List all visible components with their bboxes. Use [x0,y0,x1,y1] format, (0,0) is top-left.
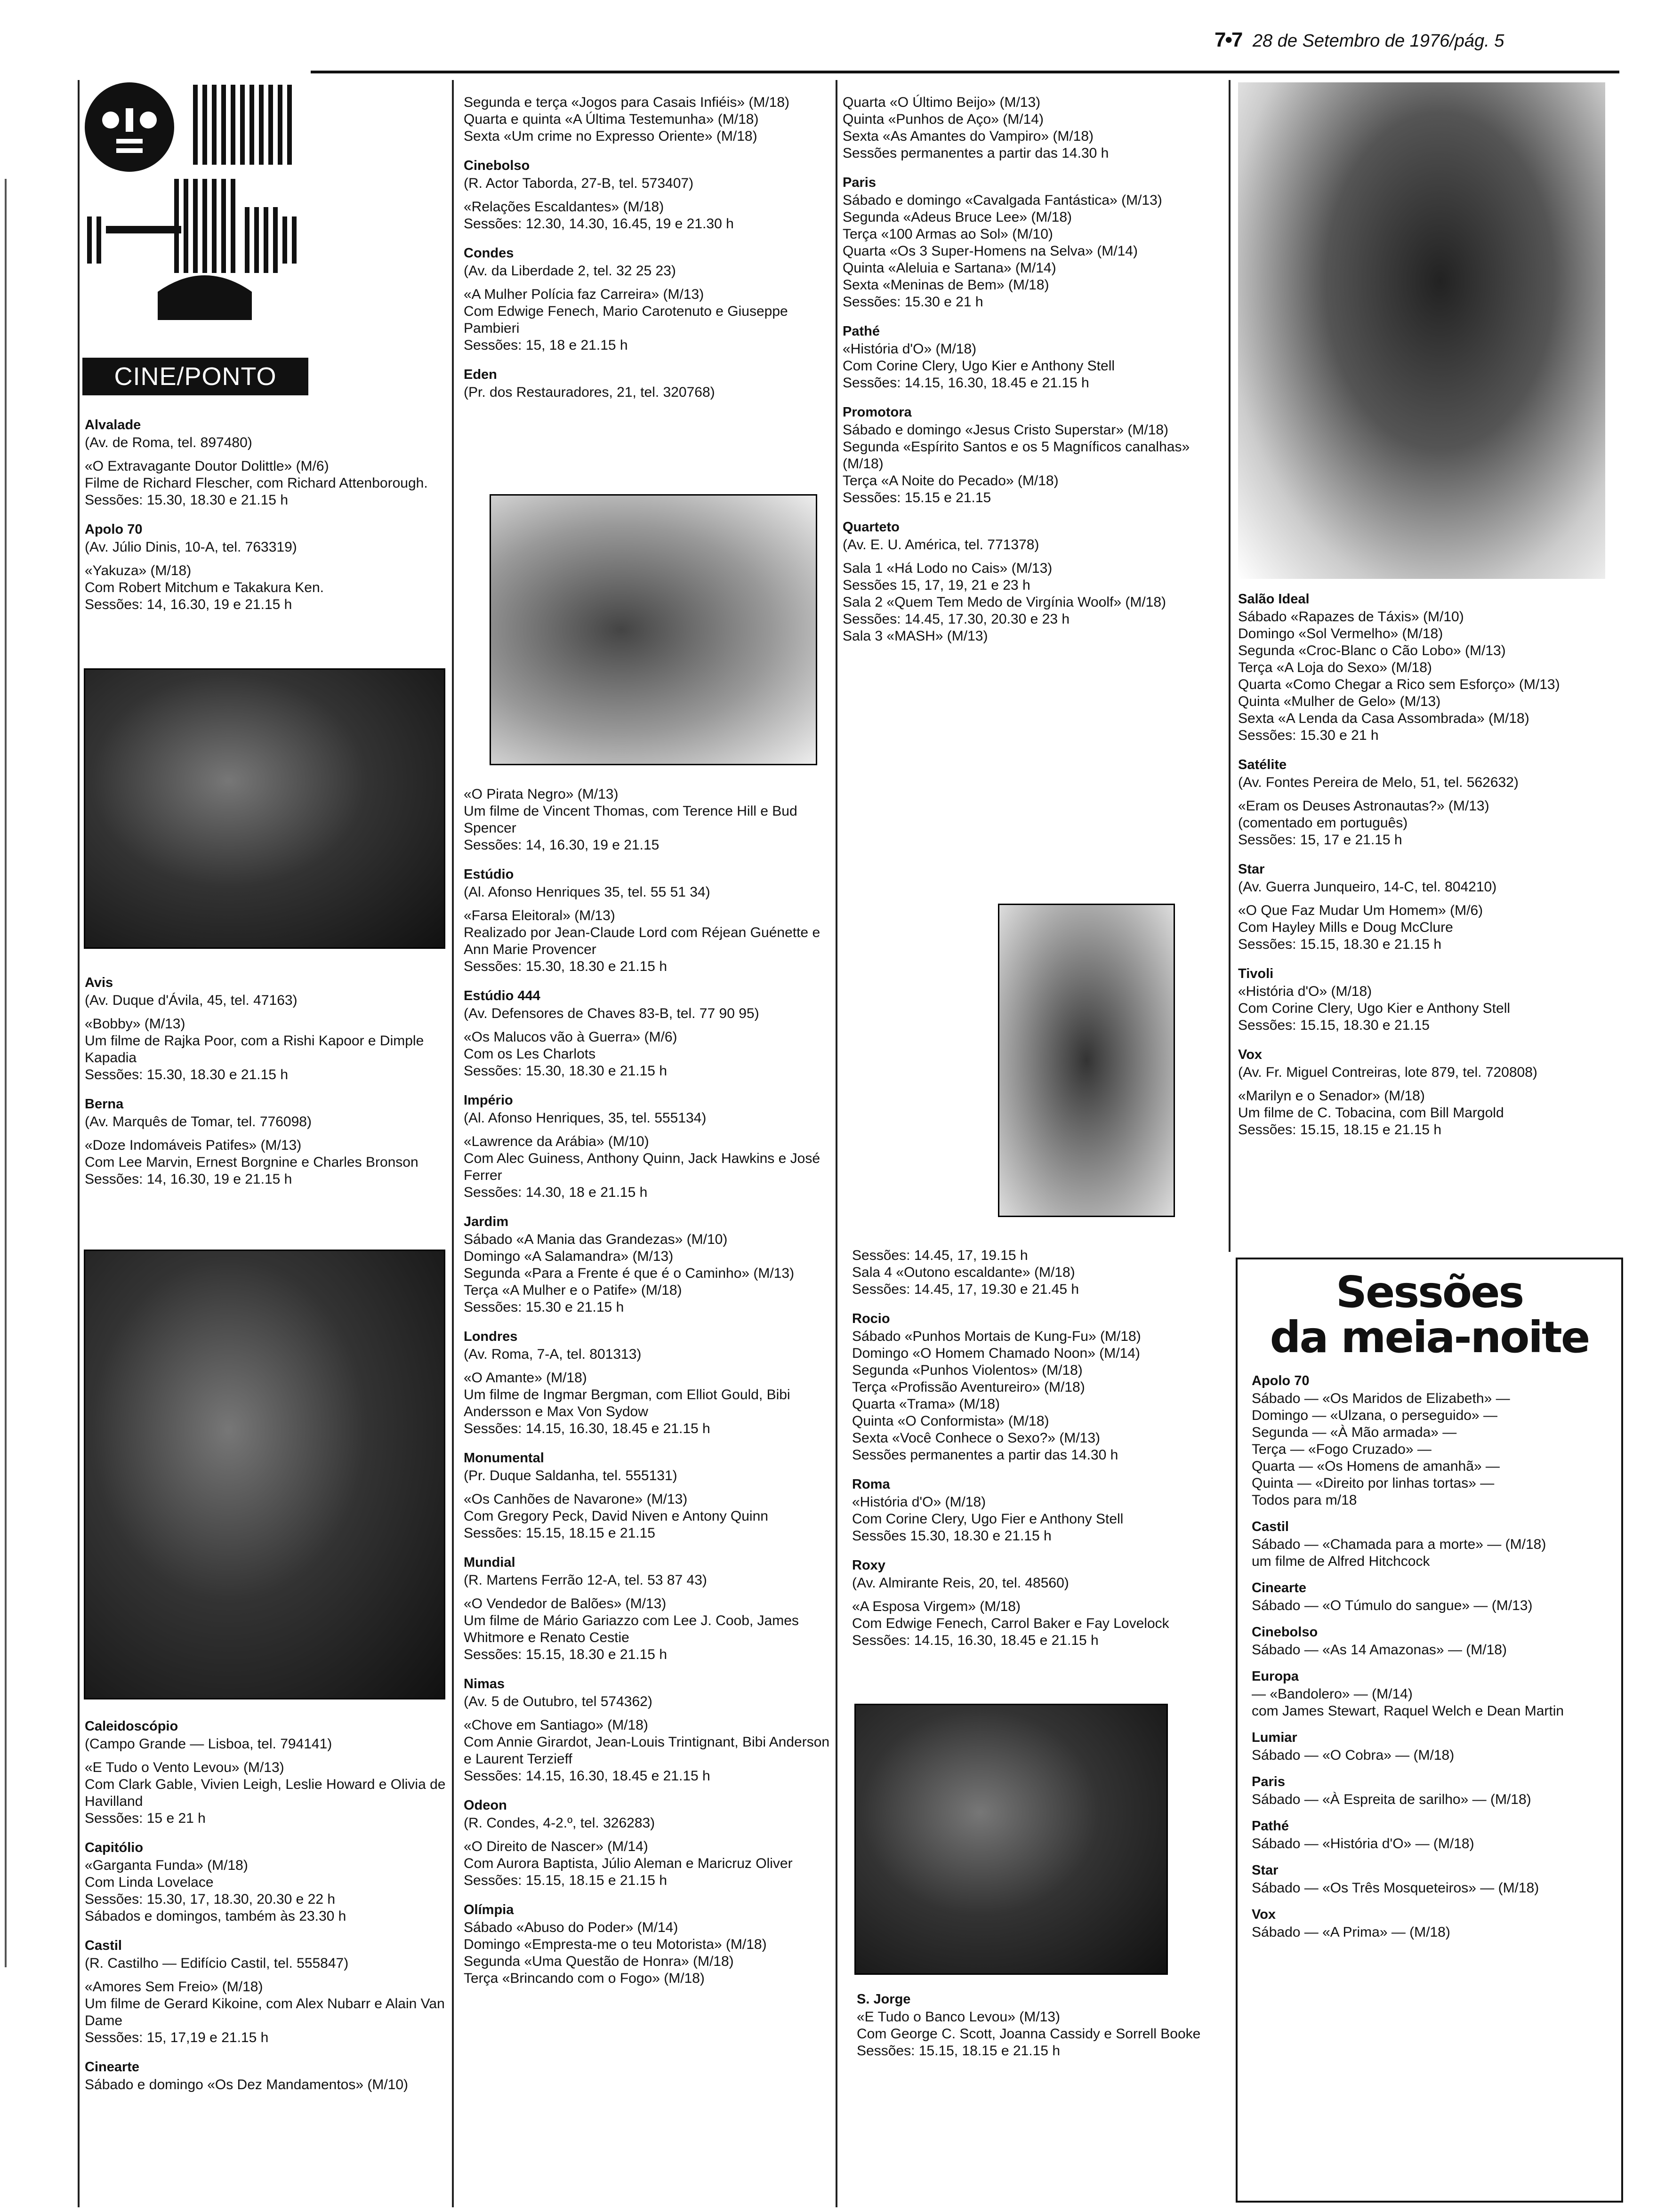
listing-line: Sessões: 14.15, 16.30, 18.45 e 21.15 h [464,1421,710,1436]
listing-line: Com Alec Guiness, Anthony Quinn, Jack Hawkins e José Ferrer [464,1151,820,1183]
cinema-listing [85,521,447,613]
listing-line: Sessões permanentes a partir das 14.30 h [843,145,1109,161]
listing-line: Sessões: 15.30 e 21 h [843,294,983,310]
listing-line: Domingo «Sol Vermelho» (M/18) [1238,626,1443,641]
cinema-address: (Av. da Liberdade 2, tel. 32 25 23) [464,263,676,279]
listing-line: Sábado «Punhos Mortais de Kung-Fu» (M/18) [852,1329,1141,1344]
listing-line: Terça «Brincando com o Fogo» (M/18) [464,1971,705,1986]
column-1-middle [85,974,447,1200]
listing-line: Sala 3 «MASH» (M/13) [843,628,988,644]
listing-line: Sessões 15, 17, 19, 21 e 23 h [843,577,1030,593]
cinema-name: Estúdio [464,867,514,882]
cinema-name: Pathé [1252,1819,1289,1834]
cinema-listing [464,1554,831,1663]
listing-line: Terça «100 Armas ao Sol» (M/10) [843,226,1053,242]
top-rule [311,71,1619,73]
man-with-stick-photo [1238,82,1605,579]
cinema-name: Star [1238,862,1265,877]
listing-line: Sessões 15.30, 18.30 e 21.15 h [852,1528,1052,1544]
listing-line: Sessões: 14.45, 17, 19.30 e 21.45 h [852,1282,1079,1297]
listing-line: Sexta «Um crime no Expresso Oriente» (M/18) [464,128,757,144]
cinema-address: (Av. Fontes Pereira de Melo, 51, tel. 562632) [1238,775,1519,790]
cinema-listing [85,1937,447,2046]
midnight-listing-item [1252,1518,1609,1570]
cinema-listing [85,1839,447,1925]
listing-line: Sessões: 14, 16.30, 19 e 21.15 h [85,1171,292,1187]
listing-line: Sábado e domingo «Cavalgada Fantástica» (M/13) [843,192,1162,208]
listing-line: «Amores Sem Freio» (M/18) [85,1979,263,1995]
listing-line: (comentado em português) [1238,815,1408,831]
listing-line: Quinta «Mulher de Gelo» (M/13) [1238,694,1441,709]
listing-line: Com Gregory Peck, David Niven e Antony Quinn [464,1508,768,1524]
column-3-top [843,94,1224,657]
listing-line: Segunda «Espírito Santos e os 5 Magníficos canalhas» (M/18) [843,439,1190,472]
cinema-listing [464,1797,831,1889]
column-rule [1229,80,1231,1252]
listing-line: Um filme de C. Tobacina, com Bill Margold [1238,1105,1504,1121]
listing-line: Quarta «Como Chegar a Rico sem Esforço» (M/13) [1238,677,1560,692]
cinema-address: (Al. Afonso Henriques, 35, tel. 555134) [464,1110,707,1126]
listing-line: Com Aurora Baptista, Júlio Aleman e Maricruz Oliver [464,1856,793,1871]
listing-line: Sessões: 15.30 e 21 h [1238,728,1379,743]
cinema-address: (R. Martens Ferrão 12-A, tel. 53 87 43) [464,1572,707,1588]
film-still-photo [84,668,445,949]
cinema-listing [843,94,1224,162]
cinema-name: Capitólio [85,1840,144,1855]
listing-line: Sexta «Meninas de Bem» (M/18) [843,277,1049,293]
listing-line: «O Direito de Nascer» (M/14) [464,1839,648,1854]
cinema-name: Star [1252,1863,1279,1878]
cinema-listing [85,417,447,509]
listing-line: «Lawrence da Arábia» (M/10) [464,1134,649,1149]
cinema-listing [464,786,831,854]
listing-line: «História d'O» (M/18) [843,341,977,357]
listing-line: Sábados e domingos, também às 23.30 h [85,1908,346,1924]
midnight-listing-item [1252,1818,1609,1852]
section-label: CINE/PONTO [82,358,308,395]
cinema-name: Olímpia [464,1902,514,1917]
cinema-name: Vox [1252,1907,1276,1922]
listing-line: Sessões: 15.30, 18.30 e 21.15 h [464,959,667,974]
listing-line: Sábado — «Os Três Mosqueteiros» — (M/18) [1252,1880,1539,1896]
listing-line: Sábado e domingo «Jesus Cristo Superstar» (M/18) [843,422,1169,438]
cinema-listing [85,1718,447,1827]
listing-line: «Relações Escaldantes» (M/18) [464,199,664,215]
cinema-address: (Av. Roma, 7-A, tel. 801313) [464,1346,642,1362]
listing-line: Sexta «A Lenda da Casa Assombrada» (M/18) [1238,711,1529,726]
cinema-address: (Pr. Duque Saldanha, tel. 555131) [464,1468,677,1483]
issue-date: 28 de Setembro de 1976/pág. 5 [1252,31,1504,51]
listing-line: Quarta «Os 3 Super-Homens na Selva» (M/14) [843,243,1138,259]
listing-line: Terça — «Fogo Cruzado» — [1252,1442,1432,1457]
listing-line: Sessões: 15.30, 18.30 e 21.15 h [85,1067,288,1082]
column-rule [452,80,454,2207]
column-3-bottom [857,1991,1229,2072]
listing-line: Domingo — «Ulzana, o perseguido» — [1252,1408,1497,1423]
listing-line: «A Mulher Polícia faz Carreira» (M/13) [464,287,704,302]
midnight-title-line-1: Sessões [1335,1267,1523,1317]
cinema-listing [464,1092,831,1201]
column-4 [1238,591,1615,1151]
listing-line: Realizado por Jean-Claude Lord com Réjean Guénette e Ann Marie Provencer [464,925,820,957]
cinema-address: (Av. Fr. Miguel Contreiras, lote 879, tel. 720808) [1238,1065,1537,1080]
listing-line: Um filme de Mário Gariazzo com Lee J. Coob, James Whitmore e Renato Cestie [464,1613,799,1645]
film-camera-face-icon [82,75,318,358]
midnight-listing-item [1252,1668,1609,1720]
listing-line: Sessões: 14, 16.30, 19 e 21.15 h [85,597,292,612]
listing-line: «E Tudo o Vento Levou» (M/13) [85,1760,284,1775]
listing-line: — «Bandolero» — (M/14) [1252,1686,1413,1702]
cinema-listing [1238,1046,1615,1138]
column-2-top [464,94,831,413]
listing-line: Com Robert Mitchum e Takakura Ken. [85,580,324,595]
cinema-name: Cinearte [85,2060,140,2075]
listing-line: «A Esposa Virgem» (M/18) [852,1599,1021,1614]
listing-line: Com Corine Clery, Ugo Kier e Anthony Stell [843,358,1115,374]
listing-line: Sábado — «História d'O» — (M/18) [1252,1836,1474,1851]
listing-line: Sessões: 14.15, 16.30, 18.45 e 21.15 h [852,1633,1099,1648]
listing-line: Segunda — «À Mão armada» — [1252,1425,1457,1440]
cinema-address: (Av. Duque d'Ávila, 45, tel. 47163) [85,993,298,1008]
cinema-name: S. Jorge [857,1992,911,2007]
cinema-name: Avis [85,975,113,990]
midnight-listing-item [1252,1624,1609,1659]
listing-line: «Yakuza» (M/18) [85,563,192,578]
cinema-name: Salão Ideal [1238,592,1310,607]
listing-line: «Doze Indomáveis Patifes» (M/13) [85,1138,302,1153]
cinema-listing [464,245,831,354]
cinema-name: Estúdio 444 [464,988,540,1003]
cinema-name: Cinearte [1252,1580,1307,1595]
cinema-name: Pathé [843,324,880,339]
listing-line: Com Annie Girardot, Jean-Louis Trintignant, Bibi Anderson e Laurent Terzieff [464,1734,830,1767]
midnight-listing-item [1252,1862,1609,1897]
listing-line: Com Hayley Mills e Doug McClure [1238,920,1453,935]
cinema-listing [852,1557,1224,1649]
cinema-name: Tivoli [1238,966,1274,981]
cinema-name: Mundial [464,1555,515,1570]
listing-line: «O Extravagante Doutor Dolittle» (M/6) [85,458,329,474]
midnight-listing [1252,1372,1609,1950]
running-man-photo [998,904,1175,1217]
cinema-name: Roma [852,1477,890,1492]
listing-line: Sábado «A Mania das Grandezas» (M/10) [464,1232,728,1247]
cinema-listing [464,987,831,1080]
cinema-listing [464,1213,831,1316]
cinema-name: Império [464,1093,513,1108]
listing-line: Sessões: 15.15 e 21.15 [843,490,991,505]
listing-line: Terça «A Loja do Sexo» (M/18) [1238,660,1432,675]
listing-line: Sessões permanentes a partir das 14.30 h [852,1447,1118,1463]
cinema-name: Cinebolso [464,158,530,173]
cinema-name: Cinebolso [1252,1625,1318,1640]
listing-line: Terça «Profissão Aventureiro» (M/18) [852,1379,1085,1395]
cinema-address: (R. Condes, 4-2.º, tel. 326283) [464,1815,655,1831]
listing-line: Segunda «Uma Questão de Honra» (M/18) [464,1954,734,1969]
listing-line: Quinta «Punhos de Aço» (M/14) [843,112,1044,127]
cinema-name: Apolo 70 [85,522,143,537]
listing-line: Sessões: 15.15, 18.15 e 21.15 [464,1525,655,1541]
publication-logo: 7•7 [1215,28,1242,51]
listing-line: Um filme de Rajka Poor, com a Rishi Kapoor e Dimple Kapadia [85,1033,424,1066]
listing-line: Quarta «O Último Beijo» (M/13) [843,95,1041,110]
listing-line: Com Edwige Fenech, Mario Carotenuto e Giuseppe Pambieri [464,304,788,336]
cinema-listing [464,94,831,145]
listing-line: Com Lee Marvin, Ernest Borgnine e Charles Bronson [85,1154,418,1170]
cinema-name: Apolo 70 [1252,1373,1310,1388]
midnight-listing-item [1252,1372,1609,1509]
listing-line: Segunda «Punhos Violentos» (M/18) [852,1362,1083,1378]
listing-line: Quinta «O Conformista» (M/18) [852,1413,1049,1429]
listing-line: Com Clark Gable, Vivien Leigh, Leslie Howard e Olivia de Havilland [85,1777,446,1809]
cinema-name: Alvalade [85,417,141,433]
listing-line: Todos para m/18 [1252,1492,1357,1508]
listing-line: Domingo «O Homem Chamado Noon» (M/14) [852,1346,1140,1361]
cinema-listing [1238,861,1615,953]
listing-line: Sessões: 15, 18 e 21.15 h [464,337,628,353]
listing-line: «Farsa Eleitoral» (M/13) [464,908,615,923]
column-1-top [85,417,447,625]
listing-line: Sessões: 15.15, 18.15 e 21.15 h [1238,1122,1441,1138]
listing-line: Sala 1 «Há Lodo no Cais» (M/13) [843,561,1053,576]
listing-line: Segunda e terça «Jogos para Casais Infiéis» (M/18) [464,95,790,110]
cinema-name: Paris [1252,1774,1285,1789]
cinema-address: (Pr. dos Restauradores, 21, tel. 320768) [464,385,715,400]
listing-line: Sessões: 15.30, 17, 18.30, 20.30 e 22 h [85,1891,336,1907]
cinema-listing [1238,965,1615,1034]
cinema-name: Paris [843,175,876,190]
cinema-name: Vox [1238,1047,1263,1062]
cinema-name: Caleidoscópio [85,1719,178,1734]
listing-line: «Bobby» (M/13) [85,1016,185,1032]
listing-line: Com Corine Clery, Ugo Kier e Anthony Stell [1238,1001,1511,1016]
listing-line: Sessões: 14.45, 17.30, 20.30 e 23 h [843,611,1070,627]
cinema-listing [464,1675,831,1785]
listing-line: Sessões: 15.30, 18.30 e 21.15 h [85,492,288,508]
listing-line: «E Tudo o Banco Levou» (M/13) [857,2009,1060,2025]
film-still-photo [854,1704,1168,1975]
cinema-name: Satélite [1238,757,1287,772]
listing-line: Terça «A Mulher e o Patife» (M/18) [464,1282,682,1298]
cinema-listing [464,1450,831,1542]
cinema-listing [843,174,1224,311]
cinema-name: Europa [1252,1669,1299,1684]
listing-line: Terça «A Noite do Pecado» (M/18) [843,473,1059,489]
cinema-listing [464,366,831,401]
listing-line: Sábado — «À Espreita de sarilho» — (M/18) [1252,1792,1531,1807]
listing-line: Domingo «Empresta-me o teu Motorista» (M/18) [464,1937,767,1952]
listing-line: Quarta «Trama» (M/18) [852,1396,1000,1412]
cinema-address: (Av. E. U. América, tel. 771378) [843,537,1039,553]
film-still-photo [84,1250,445,1699]
pirate-ship-photo [490,494,817,765]
listing-line: Um filme de Gerard Kikoine, com Alex Nubarr e Alain Van Dame [85,1996,445,2028]
listing-line: «Marilyn e o Senador» (M/18) [1238,1088,1425,1104]
listing-line: Sessões: 15 e 21 h [85,1811,206,1826]
listing-line: «Garganta Funda» (M/18) [85,1858,248,1873]
cinema-listing [852,1310,1224,1464]
cinema-name: Londres [464,1329,518,1344]
cinema-address: (Av. Guerra Junqueiro, 14-C, tel. 804210) [1238,879,1497,895]
listing-line: Sessões: 14.45, 17, 19.15 h [852,1248,1028,1263]
cinema-name: Lumiar [1252,1730,1297,1745]
listing-line: Segunda «Para a Frente é que é o Caminho» (M/13) [464,1266,795,1281]
column-1-bottom [85,1718,447,2106]
cinema-listing [1238,591,1615,744]
listing-line: Sábado — «Os Maridos de Elizabeth» — [1252,1391,1510,1406]
cinema-address: (Av. 5 de Outubro, tel 574362) [464,1694,652,1709]
listing-line: Sessões: 15.30, 18.30 e 21.15 h [464,1063,667,1079]
listing-line: Sessões: 15, 17,19 e 21.15 h [85,2030,269,2045]
cinema-listing [852,1247,1224,1298]
listing-line: Sábado «Abuso do Poder» (M/14) [464,1920,678,1935]
cinema-name: Quarteto [843,520,900,535]
listing-line: «O Pirata Negro» (M/13) [464,786,619,802]
cinema-listing [85,974,447,1083]
cinema-name: Odeon [464,1798,507,1813]
column-3-middle [852,1247,1224,1661]
cinema-name: Nimas [464,1676,505,1691]
cinema-address: (Av. de Roma, tel. 897480) [85,435,252,450]
page-edge [5,179,7,1967]
column-rule [836,80,837,2207]
listing-line: Segunda «Croc-Blanc o Cão Lobo» (M/13) [1238,643,1506,658]
cinema-listing [843,519,1224,645]
cinema-name: Castil [85,1938,122,1953]
listing-line: Quinta «Aleluia e Sartana» (M/14) [843,260,1056,276]
listing-line: Sexta «Você Conhece o Sexo?» (M/13) [852,1430,1100,1446]
listing-line: Com Corine Clery, Ugo Fier e Anthony Stell [852,1511,1124,1527]
cinema-name: Promotora [843,405,912,420]
column-rule [78,80,80,2207]
listing-line: «Os Malucos vão à Guerra» (M/6) [464,1029,677,1045]
cinema-listing [464,1901,831,1987]
listing-line: Com os Les Charlots [464,1046,596,1062]
listing-line: Um filme de Ingmar Bergman, com Elliot Gould, Bibi Andersson e Max Von Sydow [464,1387,790,1419]
cinema-address: (R. Castilho — Edifício Castil, tel. 555847) [85,1956,349,1971]
listing-line: Sábado — «O Túmulo do sangue» — (M/13) [1252,1598,1533,1613]
listing-line: Com George C. Scott, Joanna Cassidy e Sorrell Booke [857,2026,1201,2042]
listing-line: «Eram os Deuses Astronautas?» (M/13) [1238,798,1489,814]
listing-line: Sábado — «As 14 Amazonas» — (M/18) [1252,1642,1507,1658]
midnight-title-line-2: da meia-noite [1270,1312,1589,1362]
listing-line: «História d'O» (M/18) [1238,984,1372,999]
midnight-listing-item [1252,1729,1609,1764]
listing-line: Sessões: 14, 16.30, 19 e 21.15 [464,837,660,853]
cinema-name: Roxy [852,1558,885,1573]
listing-line: Sessões: 14.15, 16.30, 18.45 e 21.15 h [464,1768,710,1784]
cinema-address: (Av. Almirante Reis, 20, tel. 48560) [852,1575,1069,1591]
cinema-listing [464,157,831,232]
cinema-listing [464,1328,831,1437]
cinema-listing [843,323,1224,392]
masthead [1215,28,1504,52]
listing-line: Sessões: 15.15, 18.30 e 21.15 [1238,1018,1430,1033]
listing-line: «Os Canhões de Navarone» (M/13) [464,1491,688,1507]
listing-line: «O Vendedor de Balões» (M/13) [464,1596,667,1611]
listing-line: «História d'O» (M/18) [852,1494,986,1510]
listing-line: Filme de Richard Flescher, com Richard Attenborough. [85,475,428,491]
listing-line: Sessões: 14.15, 16.30, 18.45 e 21.15 h [843,375,1089,391]
cinema-name: Eden [464,367,497,382]
listing-line: Segunda «Adeus Bruce Lee» (M/18) [843,209,1072,225]
cinema-address: (R. Actor Taborda, 27-B, tel. 573407) [464,176,694,191]
listing-line: Um filme de Vincent Thomas, com Terence Hill e Bud Spencer [464,803,797,836]
cinema-listing [85,1096,447,1188]
cinema-name: Monumental [464,1451,544,1466]
midnight-listing-item [1252,1906,1609,1941]
listing-line: Quarta e quinta «A Última Testemunha» (M/18) [464,112,759,127]
listing-line: com James Stewart, Raquel Welch e Dean Martin [1252,1703,1564,1719]
listing-line: Com Linda Lovelace [85,1875,214,1890]
midnight-sessions-box [1236,1258,1623,2203]
listing-line: Sessões: 14.30, 18 e 21.15 h [464,1185,648,1200]
cine-ponto-logo [82,75,318,395]
cinema-address: (Av. Marquês de Tomar, tel. 776098) [85,1114,312,1130]
listing-line: Sala 2 «Quem Tem Medo de Virgínia Woolf» (M/18) [843,594,1166,610]
listing-line: «O Amante» (M/18) [464,1370,587,1386]
cinema-address: (Campo Grande — Lisboa, tel. 794141) [85,1736,332,1752]
listing-line: Sábado — «A Prima» — (M/18) [1252,1924,1450,1940]
cinema-address: (Al. Afonso Henriques 35, tel. 55 51 34) [464,884,710,900]
listing-line: Sala 4 «Outono escaldante» (M/18) [852,1265,1075,1280]
listing-line: Sessões: 15, 17 e 21.15 h [1238,832,1402,848]
column-2-bottom [464,786,831,1999]
cinema-name: Jardim [464,1214,509,1229]
midnight-listing-item [1252,1773,1609,1808]
cinema-address: (Av. Júlio Dinis, 10-A, tel. 763319) [85,539,297,555]
listing-line: Sábado — «Chamada para a morte» — (M/18) [1252,1537,1546,1552]
listing-line: «O Que Faz Mudar Um Homem» (M/6) [1238,903,1483,918]
listing-line: Sessões: 15.15, 18.30 e 21.15 h [464,1647,667,1662]
cinema-name: Berna [85,1097,124,1112]
listing-line: Domingo «A Salamandra» (M/13) [464,1249,674,1264]
cinema-listing [843,404,1224,506]
listing-line: «Chove em Santiago» (M/18) [464,1717,648,1733]
listing-line: Sábado «Rapazes de Táxis» (M/10) [1238,609,1464,625]
cinema-name: Castil [1252,1519,1289,1534]
listing-line: Quinta — «Direito por linhas tortas» — [1252,1475,1495,1491]
cinema-listing [85,2059,447,2093]
listing-line: Sessões: 12.30, 14.30, 16.45, 19 e 21.30 h [464,216,734,232]
listing-line: Sessões: 15.15, 18.30 e 21.15 h [1238,937,1441,952]
listing-line: Sexta «As Amantes do Vampiro» (M/18) [843,128,1094,144]
listing-line: Sessões: 15.30 e 21.15 h [464,1299,624,1315]
listing-line: Sessões: 15.15, 18.15 e 21.15 h [857,2043,1060,2059]
cinema-listing [852,1476,1224,1545]
cinema-name: Condes [464,246,514,261]
cinema-listing [1238,756,1615,849]
listing-line: Sessões: 15.15, 18.15 e 21.15 h [464,1873,667,1888]
cinema-name: Rocio [852,1311,890,1326]
listing-line: um filme de Alfred Hitchcock [1252,1554,1430,1569]
midnight-listing-item [1252,1579,1609,1614]
cinema-address: (Av. Defensores de Chaves 83-B, tel. 77 90 95) [464,1006,759,1021]
cinema-listing [464,866,831,975]
listing-line: Sábado e domingo «Os Dez Mandamentos» (M/10) [85,2077,409,2092]
listing-line: Com Edwige Fenech, Carrol Baker e Fay Lovelock [852,1616,1169,1631]
listing-line: Quarta — «Os Homens de amanhã» — [1252,1459,1500,1474]
listing-line: Sábado — «O Cobra» — (M/18) [1252,1747,1455,1763]
cinema-listing [857,1991,1229,2060]
